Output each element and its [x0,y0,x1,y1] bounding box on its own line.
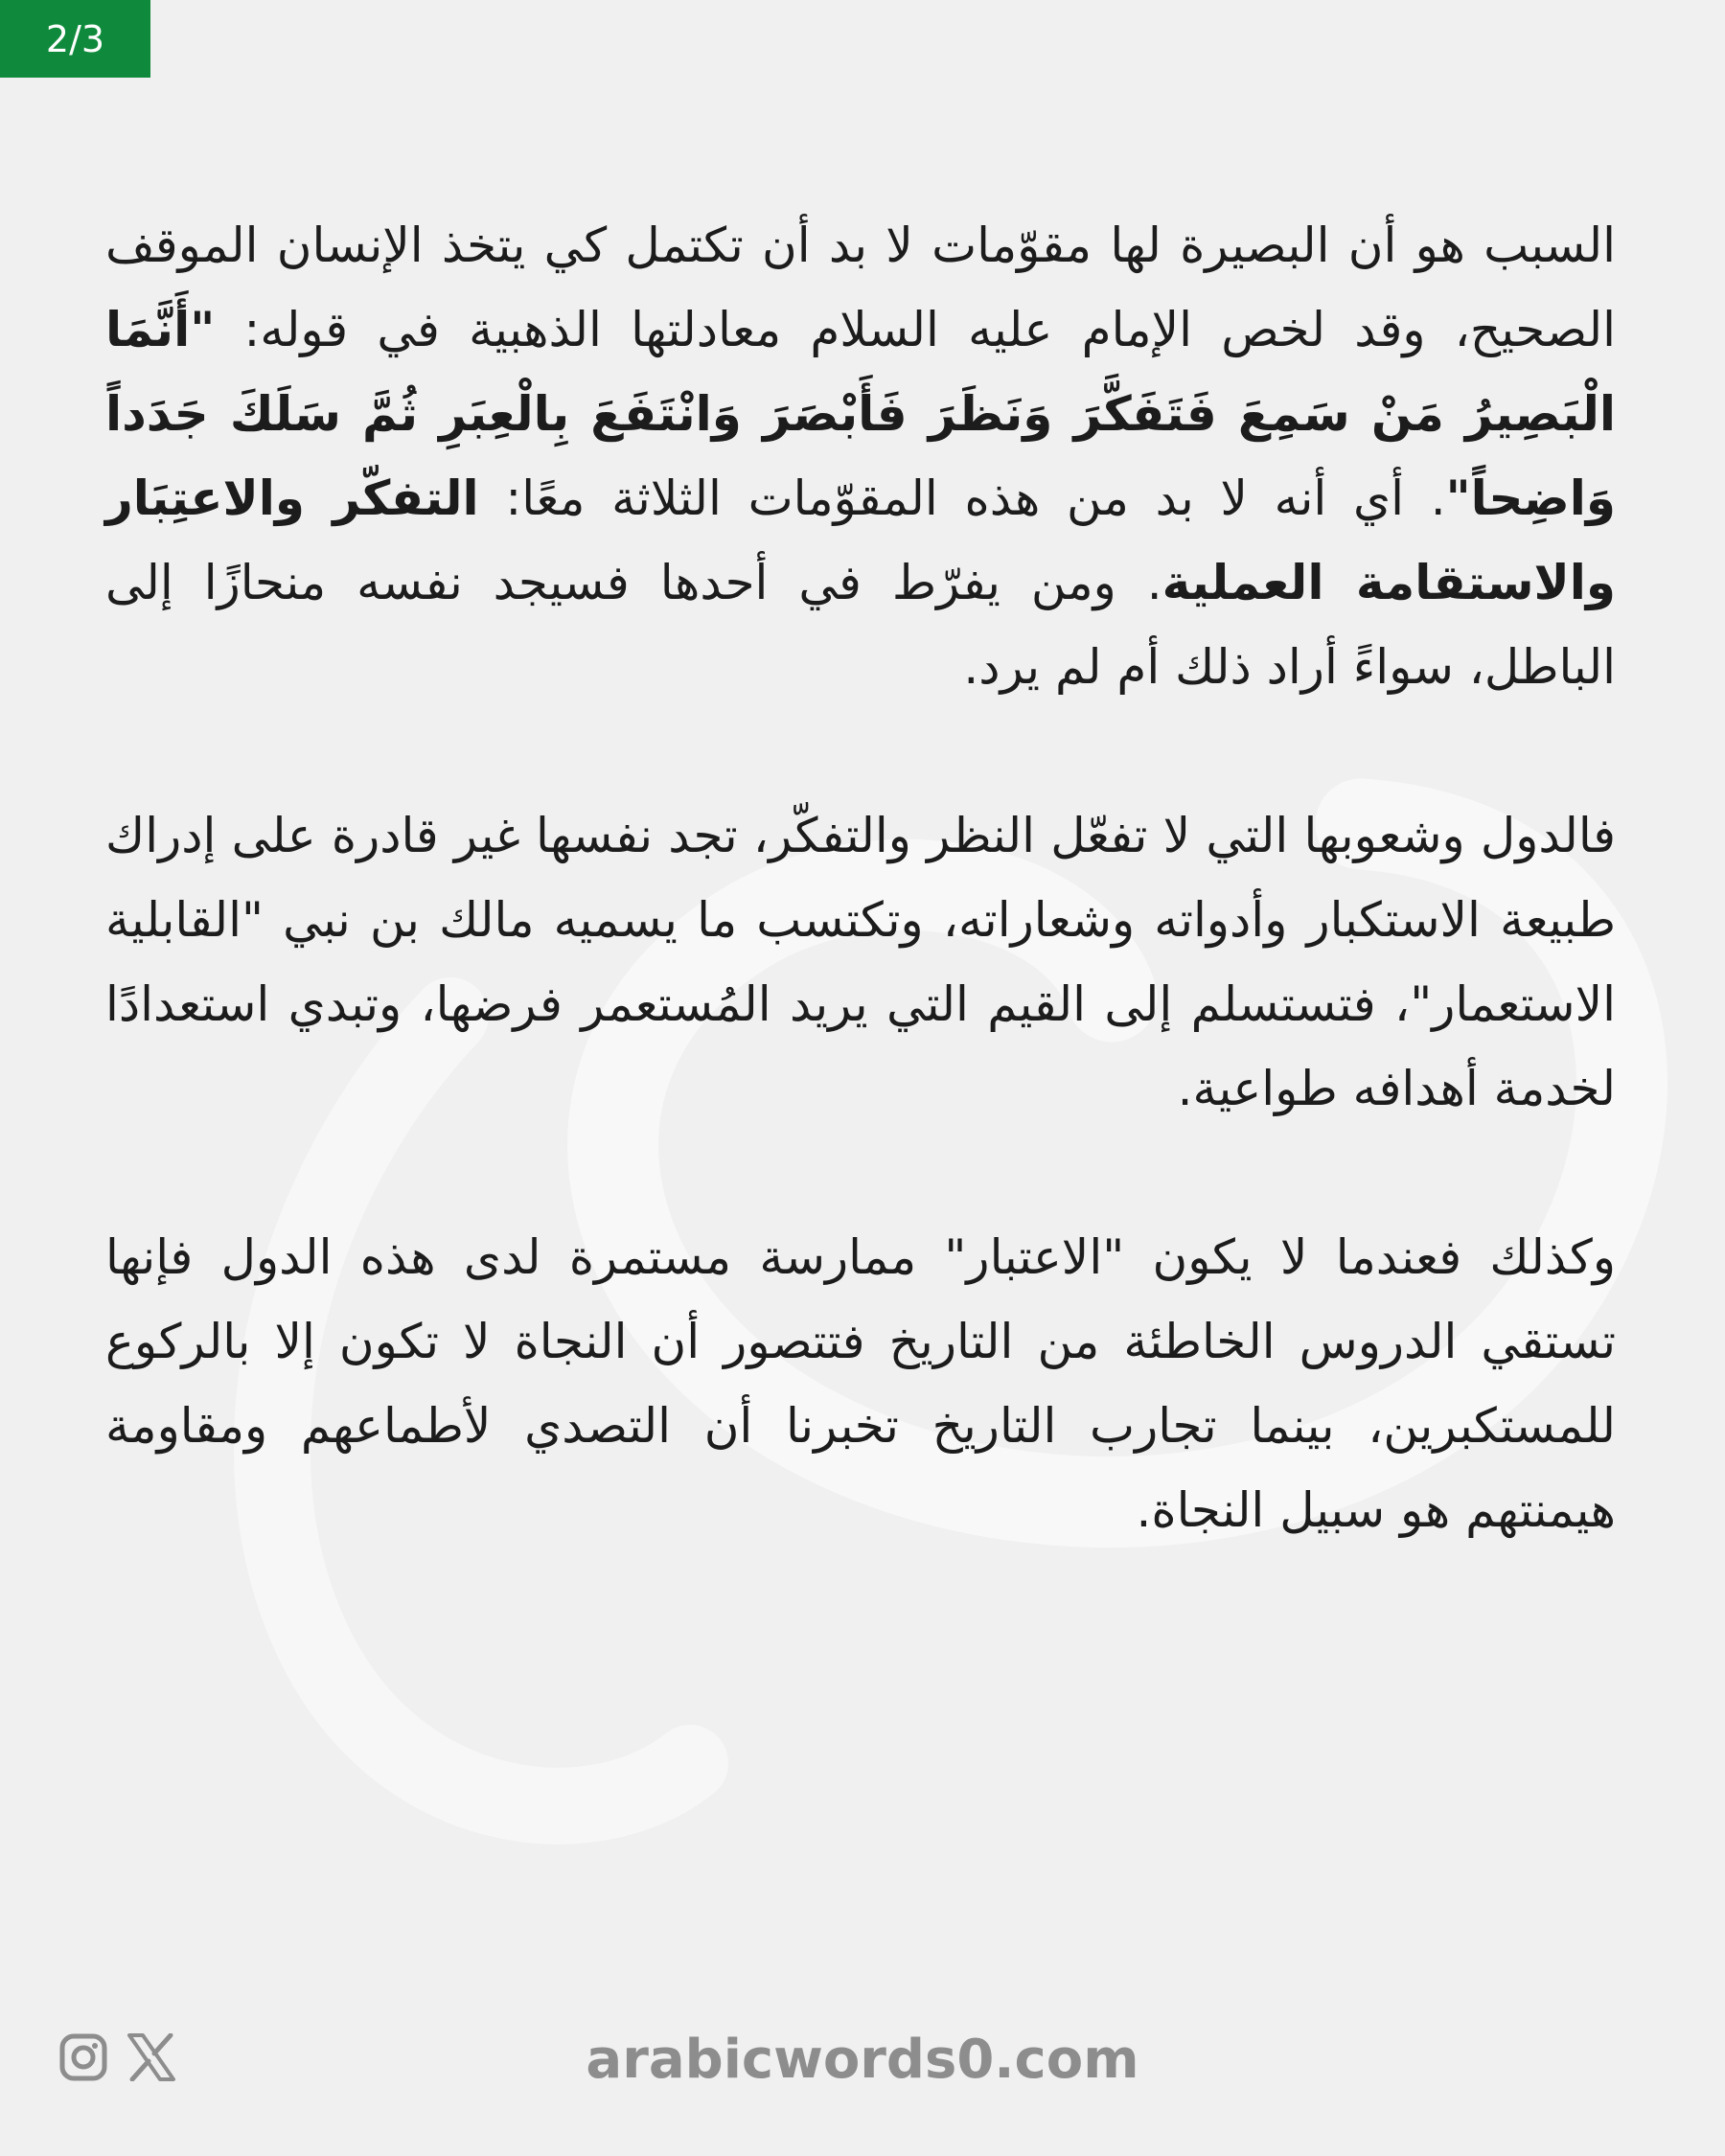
three-elements: التفكّر والاعتِبَار والاستقامة العملية [105,470,1616,610]
page-indicator: 2/3 [0,0,150,78]
paragraph-1-text-1: السبب هو أن البصيرة لها مقوّمات لا بد أن تكتمل كي يتخذ الإنسان الموقف الصحيح، وقد لخص الإمام عليه السلام معادلتها الذهبية في قوله: [105,218,1616,357]
article-body [105,203,1616,1552]
paragraph-1-text-3: . ومن يفرّط في أحدها فسيجد نفسه منحازًا إلى الباطل، سواءً أراد ذلك أم لم يرد. [105,555,1616,695]
paragraph-3 [105,1215,1616,1552]
paragraph-2 [105,793,1616,1131]
paragraph-1-text-2: . أي أنه لا بد من هذه المقوّمات الثلاثة معًا: [478,470,1446,526]
website-url[interactable]: arabicwords0.com [586,2029,1139,2091]
paragraph-1 [105,203,1616,709]
paragraph-3-text: وكذلك فعندما لا يكون "الاعتبار" ممارسة مستمرة لدى هذه الدول فإنها تستقي الدروس الخاطئة من التاريخ فتتصور أن النجاة لا تكون إلا بالركوع للمستكبرين، بينما تجارب التاريخ تخبرنا أن التصدي لأطماعهم ومقاومة هيمنتهم هو سبيل النجاة. [105,1229,1616,1538]
imam-quote: "أَنَّمَا الْبَصِيرُ مَنْ سَمِعَ فَتَفَكَّرَ وَنَظَرَ فَأَبْصَرَ وَانْتَفَعَ بِالْعِبَرِ ثُمَّ سَلَكَ جَدَداً وَاضِحاً" [105,302,1617,526]
paragraph-2-text: فالدول وشعوبها التي لا تفعّل النظر والتفكّر، تجد نفسها غير قادرة على إدراك طبيعة الاستكبار وأدواته وشعاراته، وتكتسب ما يسميه مالك بن نبي "القابلية الاستعمار"، فتستسلم إلى القيم التي يريد المُستعمر فرضها، وتبدي استعدادًا لخدمة أهدافه طواعية. [105,808,1616,1116]
footer [0,2003,1725,2118]
